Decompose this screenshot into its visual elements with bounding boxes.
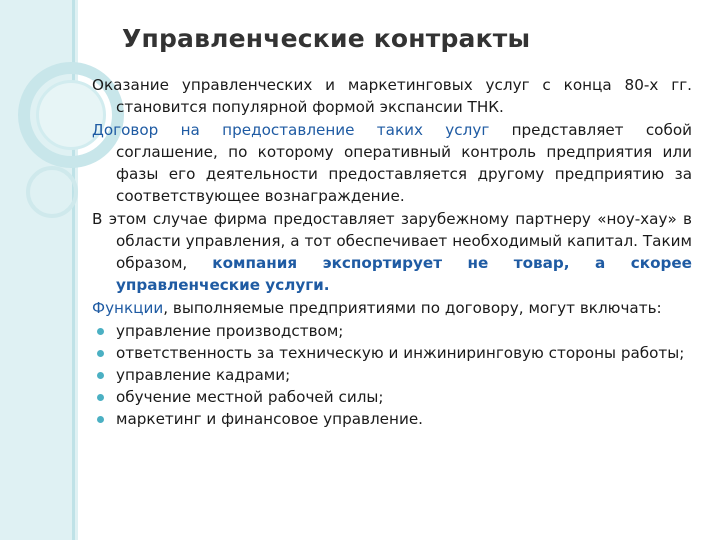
- list-item: [92, 320, 692, 342]
- bullet-dot-icon: [97, 328, 104, 335]
- bullet-dot-icon: [97, 416, 104, 423]
- highlight-contract-term: Договор на предоставление таких услуг: [92, 121, 490, 139]
- functions-text: , выполняемые предприятиями по договору, могут включать:: [163, 299, 662, 317]
- bullet-dot-icon: [97, 372, 104, 379]
- list-item: [92, 364, 692, 386]
- know-how-text: В этом случае фирма предоставляет зарубежному партнеру «ноу-хау» в области управления, а тот обеспечивает необходимый капитал. Таким образом,: [92, 210, 692, 272]
- paragraph-intro: Оказание управленческих и маркетинговых услуг с конца 80-х гг. становится популярной формой экспансии ТНК.: [92, 76, 692, 116]
- list-item: [92, 408, 692, 430]
- list-item-text: обучение местной рабочей силы;: [116, 388, 384, 406]
- paragraph-know-how: [92, 208, 692, 296]
- bullet-dot-icon: [97, 350, 104, 357]
- bullet-dot-icon: [97, 394, 104, 401]
- decorative-ring-small: [26, 166, 78, 218]
- slide-body: [92, 74, 692, 430]
- highlight-export-services: компания экспортирует не товар, а скорее управленческие услуги.: [116, 254, 692, 294]
- contract-definition-text: представляет собой соглашение, по которому оперативный контроль предприятия или фазы его деятельности предоставляется другому предприятию за соответствующее вознаграждение.: [116, 121, 692, 205]
- paragraph-contract-definition: [92, 119, 692, 207]
- list-item: [92, 342, 692, 364]
- paragraph-functions: [92, 297, 692, 319]
- list-item-text: маркетинг и финансовое управление.: [116, 410, 423, 428]
- list-item: [92, 386, 692, 408]
- highlight-functions: Функции: [92, 299, 164, 317]
- list-item-text: ответственность за техническую и инжиниринговую стороны работы;: [116, 344, 685, 362]
- functions-list: [92, 320, 692, 430]
- list-item-text: управление производством;: [116, 322, 344, 340]
- slide-title: Управленческие контракты: [122, 24, 531, 53]
- list-item-text: управление кадрами;: [116, 366, 291, 384]
